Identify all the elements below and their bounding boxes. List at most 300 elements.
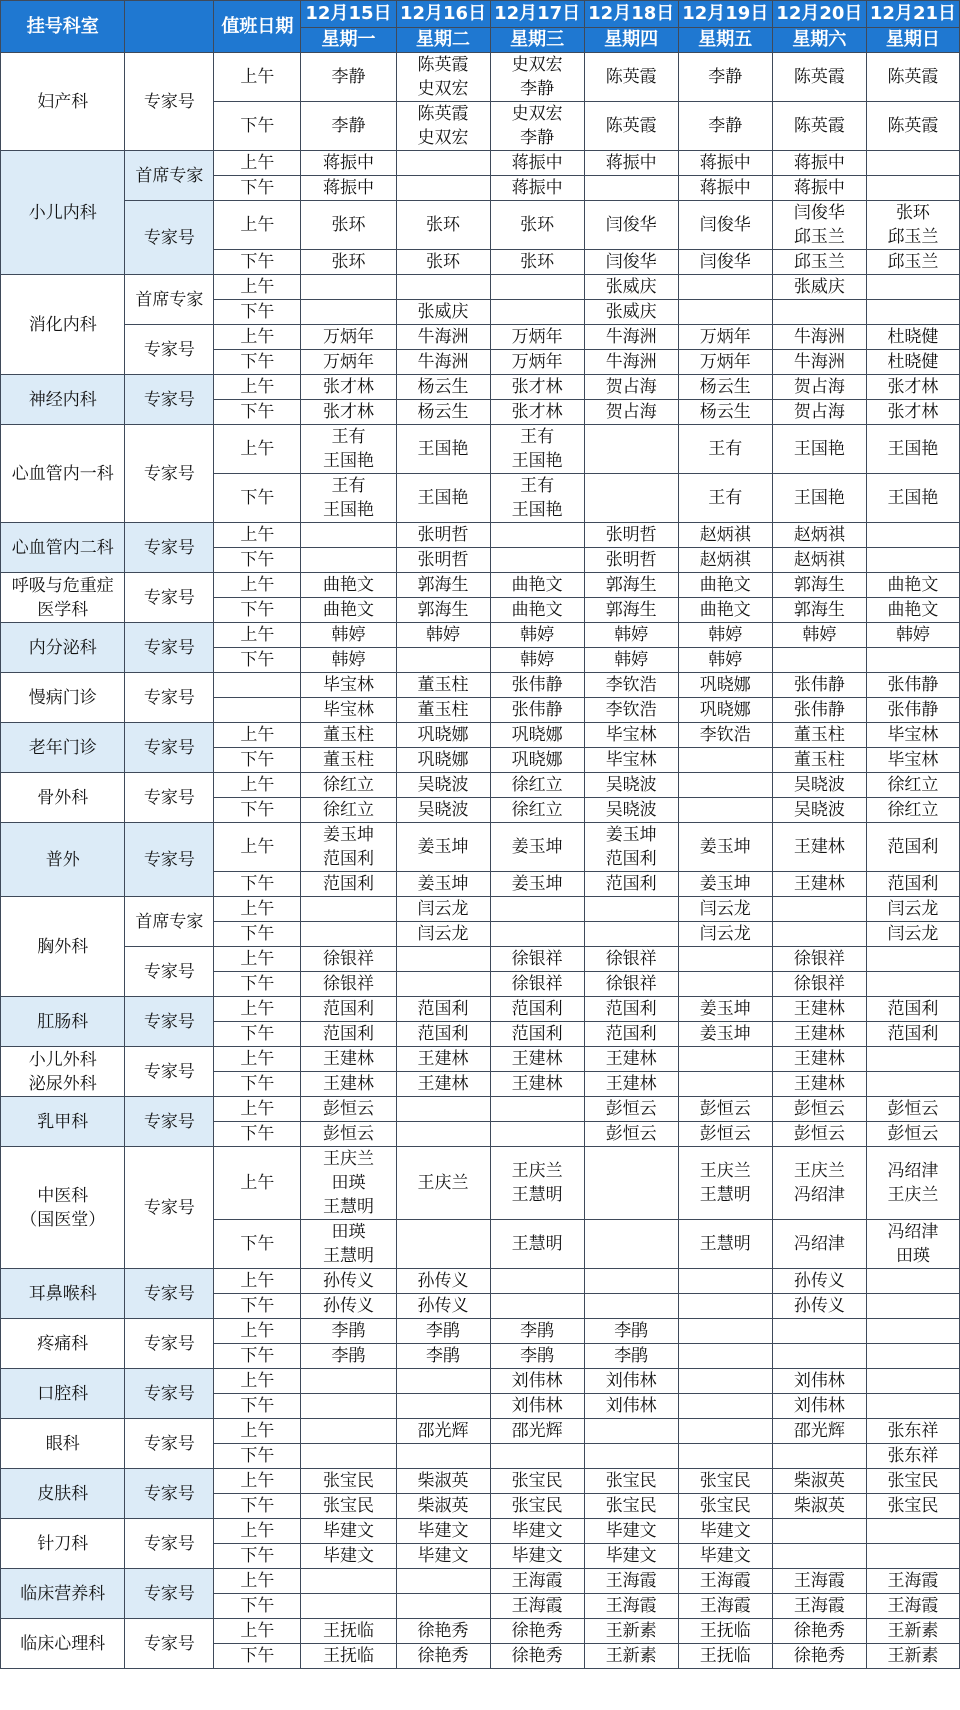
doctor-cell [396, 1519, 490, 1544]
doctor-name: 陈英霞 [887, 67, 939, 87]
doctor-name: 蒋振中 [793, 153, 845, 173]
doctor-cell [301, 350, 396, 375]
doctor-cell [490, 1122, 584, 1147]
doctor-cell [490, 102, 584, 151]
doctor-name: 贺占海 [793, 377, 845, 397]
doctor-cell [678, 1619, 772, 1644]
doctor-cell [584, 573, 678, 598]
doctor-cell [678, 425, 772, 474]
doctor-name: 韩婷 [331, 625, 366, 645]
doctor-cell [396, 102, 490, 151]
doctor-cell [490, 151, 584, 176]
doctor-name: 范国利 [511, 999, 563, 1019]
doctor-cell [396, 425, 490, 474]
doctor-cell [301, 598, 396, 623]
doctor-name: 张环 [331, 215, 366, 235]
doctor-name: 王海霞 [793, 1596, 845, 1616]
doctor-cell [490, 623, 584, 648]
table-row [1, 947, 960, 972]
doctor-name: 张伟静 [887, 675, 939, 695]
doctor-cell [866, 922, 959, 947]
weekday-header: 星期日 [866, 28, 959, 53]
doctor-name: 张宝民 [322, 1471, 374, 1491]
registration-type: 专家号 [125, 1147, 214, 1269]
registration-type: 专家号 [125, 623, 214, 673]
doctor-cell [301, 972, 396, 997]
doctor-name: 柴淑英 [793, 1471, 845, 1491]
doctor-cell [490, 1147, 584, 1220]
doctor-cell [490, 1294, 584, 1319]
doctor-cell [490, 1394, 584, 1419]
doctor-name: 王海霞 [605, 1596, 657, 1616]
doctor-name: 万炳年 [699, 327, 751, 347]
doctor-name: 王建林 [793, 1049, 845, 1069]
doctor-cell [772, 773, 866, 798]
doctor-cell [866, 300, 959, 325]
doctor-cell [866, 897, 959, 922]
period-cell: 上午 [214, 947, 301, 972]
doctor-cell [866, 375, 959, 400]
period-cell: 下午 [214, 102, 301, 151]
doctor-cell [584, 1269, 678, 1294]
department-name [1, 1619, 125, 1669]
doctor-cell [678, 350, 772, 375]
department-name [1, 673, 125, 723]
doctor-name: 徐银祥 [511, 974, 563, 994]
doctor-cell [678, 673, 772, 698]
doctor-cell [301, 1444, 396, 1469]
doctor-cell [772, 872, 866, 897]
department-name-line: 慢病门诊 [28, 687, 97, 708]
doctor-name: 韩婷 [802, 625, 837, 645]
doctor-name: 闫俊华 [699, 252, 751, 272]
registration-type: 专家号 [125, 1619, 214, 1669]
doctor-cell [301, 1072, 396, 1097]
doctor-cell [490, 523, 584, 548]
period-cell: 下午 [214, 1022, 301, 1047]
doctor-name: 史双宏 [417, 128, 469, 148]
doctor-name: 毕建文 [511, 1521, 563, 1541]
doctor-cell [396, 922, 490, 947]
table-row [1, 573, 960, 598]
doctor-name: 范国利 [887, 837, 939, 857]
doctor-name: 董玉柱 [417, 700, 469, 720]
doctor-cell [490, 972, 584, 997]
doctor-cell [866, 823, 959, 872]
doctor-cell [584, 1344, 678, 1369]
doctor-name: 李静 [708, 67, 743, 87]
doctor-cell [584, 698, 678, 723]
doctor-cell [772, 573, 866, 598]
registration-type: 专家号 [125, 325, 214, 375]
doctor-name: 曲艳文 [887, 600, 939, 620]
doctor-name: 王国艳 [887, 488, 939, 508]
doctor-cell [678, 1644, 772, 1669]
doctor-cell [301, 1344, 396, 1369]
doctor-cell [866, 1269, 959, 1294]
doctor-name: 张伟静 [793, 675, 845, 695]
doctor-name: 刘伟林 [511, 1371, 563, 1391]
doctor-cell [584, 102, 678, 151]
doctor-cell [866, 201, 959, 250]
period-cell: 上午 [214, 1619, 301, 1644]
doctor-name: 姜玉坤 [417, 837, 469, 857]
doctor-cell [772, 425, 866, 474]
doctor-cell [678, 648, 772, 673]
doctor-cell [490, 400, 584, 425]
doctor-name: 张才林 [511, 402, 563, 422]
registration-type: 专家号 [125, 1319, 214, 1369]
period-cell: 上午 [214, 375, 301, 400]
department-name [1, 151, 125, 275]
doctor-name: 徐艳秀 [793, 1646, 845, 1666]
doctor-cell [301, 1122, 396, 1147]
department-name [1, 1519, 125, 1569]
doctor-name: 王有 [331, 476, 366, 496]
date-header: 12月18日 [584, 1, 678, 28]
doctor-name: 张威庆 [793, 277, 845, 297]
doctor-cell [772, 1344, 866, 1369]
doctor-cell [490, 375, 584, 400]
doctor-name: 徐艳秀 [511, 1646, 563, 1666]
registration-type: 专家号 [125, 1569, 214, 1619]
doctor-name: 陈英霞 [605, 116, 657, 136]
doctor-cell [678, 1072, 772, 1097]
period-cell: 下午 [214, 300, 301, 325]
doctor-cell [772, 1022, 866, 1047]
doctor-cell [584, 1394, 678, 1419]
doctor-cell [678, 1022, 772, 1047]
doctor-name: 吴晓波 [793, 800, 845, 820]
doctor-cell [584, 350, 678, 375]
doctor-name: 杨云生 [417, 402, 469, 422]
department-name-line: 泌尿外科 [28, 1073, 97, 1094]
doctor-cell [396, 673, 490, 698]
doctor-cell [301, 151, 396, 176]
doctor-name: 万炳年 [322, 327, 374, 347]
table-row [1, 823, 960, 872]
date-header: 12月15日 [301, 1, 396, 28]
table-row [1, 53, 960, 102]
doctor-name: 闫云龙 [699, 899, 751, 919]
doctor-cell [490, 176, 584, 201]
doctor-name: 张才林 [887, 377, 939, 397]
doctor-name: 王海霞 [887, 1571, 939, 1591]
doctor-cell [396, 151, 490, 176]
doctor-name: 曲艳文 [511, 600, 563, 620]
registration-type: 专家号 [125, 1369, 214, 1419]
doctor-name: 徐红立 [322, 775, 374, 795]
doctor-cell [584, 53, 678, 102]
doctor-cell [490, 648, 584, 673]
doctor-cell [772, 823, 866, 872]
doctor-name: 彭恒云 [605, 1124, 657, 1144]
doctor-name: 赵炳祺 [793, 525, 845, 545]
doctor-name: 王抚临 [699, 1621, 751, 1641]
doctor-name: 王建林 [417, 1074, 469, 1094]
doctor-cell [301, 1147, 396, 1220]
department-name-line: 皮肤科 [37, 1483, 89, 1504]
period-cell: 下午 [214, 176, 301, 201]
period-cell: 上午 [214, 1269, 301, 1294]
doctor-cell [584, 823, 678, 872]
doctor-cell [396, 53, 490, 102]
department-name [1, 375, 125, 425]
doctor-name: 范国利 [605, 874, 657, 894]
doctor-cell [490, 1022, 584, 1047]
table-row [1, 997, 960, 1022]
doctor-name: 姜玉坤 [322, 825, 374, 845]
doctor-cell [396, 201, 490, 250]
doctor-cell [772, 997, 866, 1022]
doctor-cell [678, 1269, 772, 1294]
department-name [1, 425, 125, 523]
doctor-name: 王海霞 [511, 1571, 563, 1591]
doctor-name: 闫云龙 [699, 924, 751, 944]
registration-type: 专家号 [125, 773, 214, 823]
doctor-name: 田瑛 [331, 1222, 366, 1242]
period-cell: 下午 [214, 250, 301, 275]
doctor-cell [301, 573, 396, 598]
department-name [1, 573, 125, 623]
period-cell: 上午 [214, 151, 301, 176]
doctor-cell [301, 53, 396, 102]
doctor-cell [490, 425, 584, 474]
department-name [1, 275, 125, 375]
doctor-name: 贺占海 [793, 402, 845, 422]
doctor-name: 王海霞 [793, 1571, 845, 1591]
doctor-cell [772, 1569, 866, 1594]
doctor-name: 徐红立 [511, 775, 563, 795]
doctor-cell [301, 648, 396, 673]
doctor-name: 巩晓娜 [417, 750, 469, 770]
doctor-cell [866, 1294, 959, 1319]
doctor-cell [866, 1569, 959, 1594]
doctor-name: 蒋振中 [322, 178, 374, 198]
table-row [1, 201, 960, 250]
doctor-cell [584, 1047, 678, 1072]
doctor-cell [866, 1097, 959, 1122]
doctor-name: 王庆兰 [511, 1161, 563, 1181]
doctor-name: 王有 [331, 427, 366, 447]
doctor-name: 徐银祥 [511, 949, 563, 969]
doctor-name: 杨云生 [417, 377, 469, 397]
doctor-cell [490, 573, 584, 598]
doctor-cell [490, 1419, 584, 1444]
doctor-cell [396, 598, 490, 623]
period-cell: 上午 [214, 325, 301, 350]
doctor-cell [866, 1147, 959, 1220]
doctor-cell [301, 176, 396, 201]
doctor-cell [866, 350, 959, 375]
doctor-name: 蒋振中 [511, 153, 563, 173]
period-cell: 下午 [214, 1544, 301, 1569]
doctor-name: 郭海生 [793, 575, 845, 595]
doctor-name: 王建林 [793, 999, 845, 1019]
doctor-cell [301, 1022, 396, 1047]
doctor-cell [584, 325, 678, 350]
doctor-cell [301, 201, 396, 250]
doctor-cell [584, 425, 678, 474]
doctor-name: 陈英霞 [887, 116, 939, 136]
department-name [1, 897, 125, 997]
doctor-cell [584, 947, 678, 972]
doctor-cell [866, 1469, 959, 1494]
doctor-name: 曲艳文 [699, 600, 751, 620]
doctor-cell [772, 947, 866, 972]
doctor-name: 王建林 [793, 1024, 845, 1044]
doctor-cell [396, 275, 490, 300]
doctor-cell [678, 1097, 772, 1122]
doctor-cell [866, 1544, 959, 1569]
doctor-name: 韩婷 [614, 650, 649, 670]
doctor-cell [772, 1097, 866, 1122]
table-row [1, 523, 960, 548]
doctor-cell [490, 1444, 584, 1469]
doctor-cell [678, 53, 772, 102]
doctor-cell [772, 1644, 866, 1669]
doctor-name: 张伟静 [887, 700, 939, 720]
period-cell: 上午 [214, 201, 301, 250]
doctor-name: 王国艳 [793, 439, 845, 459]
doctor-cell [772, 1269, 866, 1294]
doctor-name: 陈英霞 [417, 104, 469, 124]
doctor-cell [301, 748, 396, 773]
doctor-name: 蒋振中 [322, 153, 374, 173]
registration-type: 专家号 [125, 997, 214, 1047]
period-cell: 下午 [214, 748, 301, 773]
doctor-cell [584, 176, 678, 201]
doctor-cell [866, 698, 959, 723]
doctor-cell [584, 1294, 678, 1319]
department-name-line: 医学科 [37, 599, 89, 620]
doctor-cell [301, 1494, 396, 1519]
doctor-name: 柴淑英 [417, 1471, 469, 1491]
doctor-cell [396, 1122, 490, 1147]
doctor-name: 张伟静 [793, 700, 845, 720]
period-cell: 上午 [214, 1319, 301, 1344]
weekday-header: 星期二 [396, 28, 490, 53]
doctor-cell [490, 1544, 584, 1569]
doctor-name: 闫云龙 [417, 899, 469, 919]
department-name [1, 523, 125, 573]
doctor-name: 李鹃 [426, 1321, 461, 1341]
doctor-cell [396, 523, 490, 548]
doctor-cell [772, 523, 866, 548]
doctor-name: 刘伟林 [511, 1396, 563, 1416]
doctor-cell [584, 1619, 678, 1644]
doctor-name: 王有 [520, 476, 555, 496]
doctor-cell [490, 673, 584, 698]
doctor-cell [490, 474, 584, 523]
doctor-cell [772, 275, 866, 300]
doctor-name: 王国艳 [322, 500, 374, 520]
doctor-name: 徐艳秀 [793, 1621, 845, 1641]
registration-type: 专家号 [125, 425, 214, 523]
doctor-cell [396, 400, 490, 425]
doctor-cell [772, 176, 866, 201]
doctor-cell [301, 375, 396, 400]
doctor-cell [866, 798, 959, 823]
department-name [1, 1319, 125, 1369]
department-name-line: 心血管内一科 [11, 463, 114, 484]
doctor-cell [301, 623, 396, 648]
table-row [1, 375, 960, 400]
doctor-cell [678, 1469, 772, 1494]
doctor-name: 徐银祥 [605, 949, 657, 969]
doctor-cell [866, 1022, 959, 1047]
doctor-cell [772, 400, 866, 425]
doctor-name: 董玉柱 [793, 750, 845, 770]
doctor-cell [678, 375, 772, 400]
doctor-cell [490, 947, 584, 972]
doctor-cell [396, 798, 490, 823]
period-cell: 下午 [214, 1122, 301, 1147]
department-name [1, 1419, 125, 1469]
doctor-name: 王抚临 [322, 1621, 374, 1641]
doctor-cell [772, 1369, 866, 1394]
doctor-cell [301, 1619, 396, 1644]
doctor-cell [678, 872, 772, 897]
doctor-name: 姜玉坤 [605, 825, 657, 845]
doctor-name: 董玉柱 [322, 750, 374, 770]
doctor-name: 冯绍津 [887, 1222, 939, 1242]
doctor-name: 范国利 [887, 1024, 939, 1044]
doctor-name: 郭海生 [417, 600, 469, 620]
doctor-cell [301, 523, 396, 548]
department-name-line: 肛肠科 [37, 1011, 89, 1032]
doctor-cell [490, 201, 584, 250]
doctor-cell [866, 723, 959, 748]
doctor-cell [396, 748, 490, 773]
doctor-name: 毕宝林 [605, 725, 657, 745]
doctor-cell [772, 673, 866, 698]
doctor-cell [584, 673, 678, 698]
doctor-name: 贺占海 [605, 402, 657, 422]
doctor-name: 韩婷 [331, 650, 366, 670]
doctor-name: 李鹃 [614, 1321, 649, 1341]
doctor-cell [396, 1544, 490, 1569]
doctor-name: 张环 [426, 252, 461, 272]
doctor-cell [866, 1519, 959, 1544]
doctor-cell [678, 897, 772, 922]
registration-type: 首席专家 [125, 897, 214, 947]
registration-type: 专家号 [125, 1419, 214, 1469]
doctor-cell [772, 623, 866, 648]
doctor-cell [772, 598, 866, 623]
table-row [1, 151, 960, 176]
doctor-cell [396, 250, 490, 275]
doctor-cell [396, 1344, 490, 1369]
doctor-name: 王海霞 [699, 1596, 751, 1616]
doctor-name: 陈英霞 [605, 67, 657, 87]
doctor-name: 闫云龙 [887, 899, 939, 919]
doctor-cell [772, 151, 866, 176]
doctor-cell [866, 1319, 959, 1344]
doctor-cell [584, 1569, 678, 1594]
doctor-cell [301, 897, 396, 922]
table-row [1, 1519, 960, 1544]
doctor-name: 毕建文 [605, 1521, 657, 1541]
doctor-cell [396, 1022, 490, 1047]
period-cell: 上午 [214, 1419, 301, 1444]
doctor-cell [772, 102, 866, 151]
period-cell: 下午 [214, 474, 301, 523]
doctor-cell [866, 250, 959, 275]
doctor-cell [866, 523, 959, 548]
doctor-cell [396, 1220, 490, 1269]
doctor-name: 陈英霞 [417, 55, 469, 75]
